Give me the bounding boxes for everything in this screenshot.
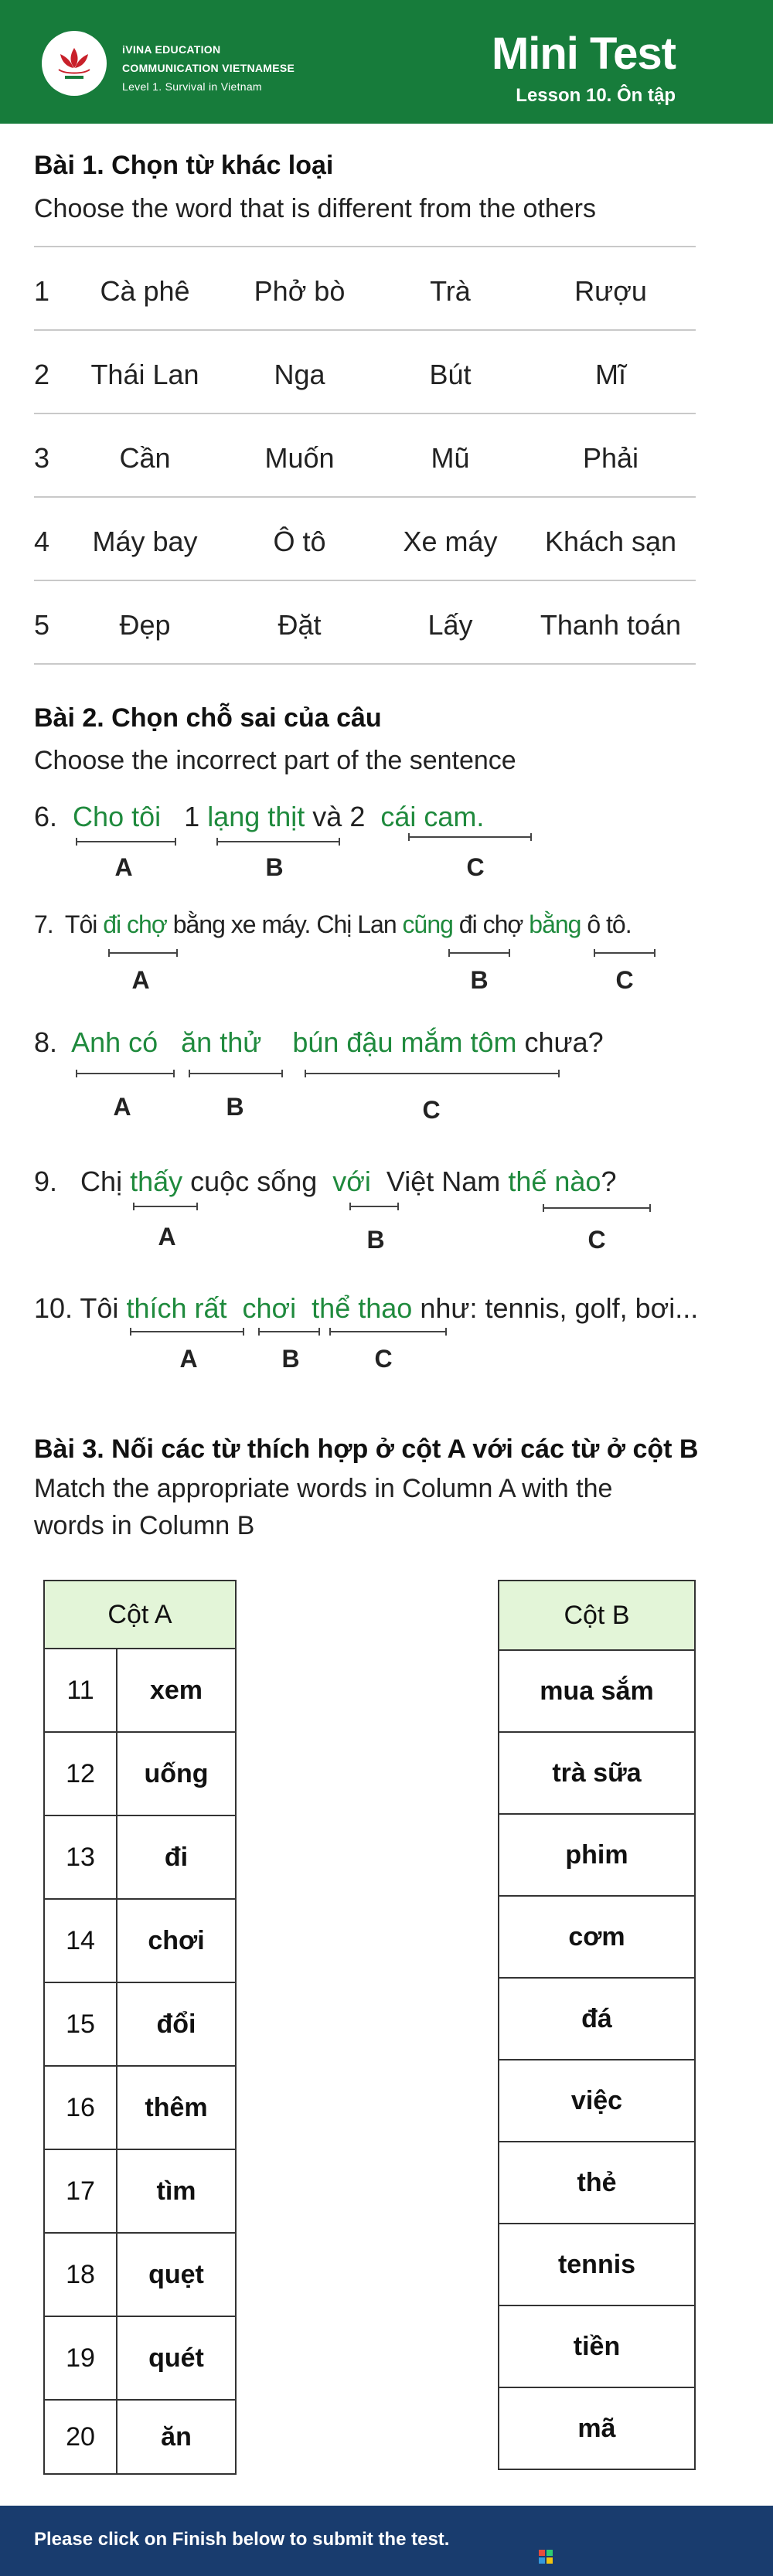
underline [594,952,656,954]
section3-title: Bài 3. Nối các từ thích hợp ở cột A với các từ ở cột B [34,1434,699,1464]
plain-text: đi chợ [458,910,523,938]
part-c[interactable]: thể thao [312,1292,413,1324]
brand-line-2: COMMUNICATION VIETNAMESE [122,62,295,74]
option-word[interactable]: Đẹp [119,609,171,641]
brand-line-1: iVINA EDUCATION [122,43,221,56]
column-b-table [498,1580,696,2470]
underline [76,1073,175,1074]
sentence-9-text [34,1165,616,1198]
letter-a: A [179,1345,198,1373]
item-word[interactable]: quẹt [117,2233,236,2316]
letter-a: A [131,966,150,994]
section2-subtitle: Choose the incorrect part of the sentence [34,746,516,775]
option-word[interactable]: Thanh toán [540,609,682,641]
column-a-row[interactable] [44,1982,236,2066]
underline [448,952,510,954]
part-c[interactable]: cái cam. [380,801,485,832]
letter-a: A [114,853,133,881]
part-c[interactable]: thế nào [508,1165,601,1197]
item-number: 13 [44,1815,117,1899]
part-a[interactable]: thích rất [126,1292,227,1324]
plain-text: Việt Nam [386,1165,501,1197]
underline [108,952,178,954]
option-word[interactable]: Ô tô [273,526,326,557]
option-word[interactable]: Trà [430,275,471,307]
underline [258,1331,320,1332]
part-b[interactable]: cũng [402,910,453,938]
lotus-logo-icon [42,31,107,96]
item-number: 19 [44,2316,117,2400]
part-a[interactable]: thấy [130,1165,183,1197]
letter-c: C [466,853,485,881]
item-word[interactable]: thêm [117,2066,236,2149]
part-a[interactable]: Anh có [71,1026,158,1058]
sentence-8-text [34,1026,604,1059]
row-number: 2 [34,359,50,390]
option-word[interactable]: Bút [429,359,472,390]
underline [76,841,176,842]
lesson-subtitle: Lesson 10. Ôn tập [516,85,676,106]
footer-bar [0,2506,773,2576]
part-b[interactable]: lạng thịt [207,801,305,832]
part-a[interactable]: Cho tôi [73,801,162,832]
letter-a: A [113,1093,131,1121]
column-a-row[interactable] [44,2316,236,2400]
part-b[interactable]: với [332,1165,371,1197]
column-a-row[interactable] [44,2400,236,2474]
divider [34,496,696,498]
letter-c: C [374,1345,393,1373]
option-word[interactable]: Phở bò [254,275,346,307]
plain-text: ô tô. [587,910,632,938]
item-number: 15 [44,1982,117,2066]
plain-text: Tôi [64,910,97,938]
column-b-item[interactable]: việc [499,2060,695,2142]
sentence-10-text [34,1292,698,1325]
divider [34,663,696,665]
option-word[interactable]: Mĩ [595,359,626,390]
item-word[interactable]: đi [117,1815,236,1899]
underline [408,836,532,838]
section1-title: Bài 1. Chọn từ khác loại [34,151,334,180]
plain-text: ? [601,1165,617,1197]
item-word[interactable]: xem [117,1649,236,1732]
underline [130,1331,244,1332]
option-word[interactable]: Muốn [264,442,335,474]
letter-c: C [422,1096,441,1124]
divider [34,246,696,247]
option-word[interactable]: Cà phê [100,275,190,307]
option-word[interactable]: Thái Lan [90,359,199,390]
option-word[interactable]: Phải [582,442,639,474]
column-a-row[interactable] [44,1815,236,1899]
column-a-row[interactable] [44,2233,236,2316]
page-title: Mini Test [491,29,676,79]
letter-c: C [615,966,634,994]
plain-text: chưa? [524,1026,604,1058]
column-b-header: Cột B [499,1581,695,1650]
divider [34,580,696,581]
part-b[interactable]: ăn thử [181,1026,262,1058]
column-b-item[interactable]: đá [499,1978,695,2060]
column-b-item[interactable]: tiền [499,2305,695,2387]
option-word[interactable]: Máy bay [92,526,198,557]
divider [34,413,696,414]
option-word[interactable]: Khách sạn [544,526,677,557]
section3-subtitle-line1: Match the appropriate words in Column A with the [34,1474,613,1503]
plain-text: Tôi [80,1292,119,1324]
plain-text: cuộc sống [190,1165,318,1197]
column-a-table [43,1580,237,2475]
part-c[interactable]: bún đậu mắm tôm [292,1026,517,1058]
item-word[interactable]: tìm [117,2149,236,2233]
letter-b: B [265,853,284,881]
item-number: 16 [44,2066,117,2149]
sentence-number: 7. [34,910,53,938]
section2-title: Bài 2. Chọn chỗ sai của câu [34,703,382,733]
option-word[interactable]: Đặt [278,609,322,641]
column-b-item[interactable]: thẻ [499,2142,695,2224]
item-number: 18 [44,2233,117,2316]
option-word[interactable]: Mũ [431,442,470,474]
plain-text: như: tennis, golf, bơi... [420,1292,699,1324]
section1-subtitle: Choose the word that is different from the others [34,194,596,223]
column-b-item[interactable]: cơm [499,1896,695,1978]
column-a-header: Cột A [44,1581,236,1649]
grid-icon [538,2549,553,2564]
item-number: 17 [44,2149,117,2233]
item-number: 12 [44,1732,117,1815]
sentence-number: 6. [34,801,58,832]
row-number: 4 [34,526,50,557]
part-c[interactable]: bằng [529,910,581,938]
letter-b: B [281,1345,300,1373]
letter-b: B [226,1093,244,1121]
divider [34,329,696,331]
column-a-row[interactable] [44,2066,236,2149]
section3-subtitle-line2: words in Column B [34,1511,255,1540]
sentence-number: 9. [34,1165,58,1197]
column-b-item[interactable]: mua sắm [499,1650,695,1732]
column-b-item[interactable]: tennis [499,2224,695,2305]
underline [305,1073,560,1074]
plain-text: 1 [184,801,200,832]
column-b-item[interactable]: phim [499,1814,695,1896]
part-a[interactable]: đi chợ [103,910,167,938]
column-a-row[interactable] [44,1899,236,1982]
row-number: 5 [34,609,50,641]
plain-text: bằng xe máy. Chị Lan [172,910,397,938]
row-number: 3 [34,442,50,474]
item-number: 20 [44,2400,117,2474]
header-banner [0,0,773,124]
item-word[interactable]: đổi [117,1982,236,2066]
underline [543,1207,651,1209]
letter-c: C [587,1226,606,1254]
underline [133,1206,198,1207]
sentence-7-text [34,910,632,939]
option-word[interactable]: Rượu [574,275,647,307]
brand-line-3: Level 1. Survival in Vietnam [122,80,262,93]
item-word[interactable]: quét [117,2316,236,2400]
underline [349,1206,399,1207]
option-word[interactable]: Xe máy [403,526,498,557]
option-word[interactable]: Nga [274,359,325,390]
underline [329,1331,447,1332]
column-a-row[interactable] [44,2149,236,2233]
row-number: 1 [34,275,50,307]
item-word[interactable]: chơi [117,1899,236,1982]
item-number: 11 [44,1649,117,1732]
underline [216,841,340,842]
item-number: 14 [44,1899,117,1982]
item-word[interactable]: ăn [117,2400,236,2474]
sentence-number: 10. [34,1292,73,1324]
letter-b: B [470,966,489,994]
footer-instruction: Please click on Finish below to submit the test. [34,2529,450,2550]
column-a-row[interactable] [44,1649,236,1732]
letter-a: A [158,1223,176,1251]
sentence-number: 8. [34,1026,58,1058]
item-word[interactable]: uống [117,1732,236,1815]
part-b[interactable]: chơi [242,1292,297,1324]
plain-text: và 2 [312,801,366,832]
brand-text [122,40,295,96]
option-word[interactable]: Cần [119,442,171,474]
option-word[interactable]: Lấy [427,609,473,641]
letter-b: B [366,1226,385,1254]
plain-text: Chị [80,1165,123,1197]
column-b-item[interactable]: mã [499,2387,695,2469]
column-a-row[interactable] [44,1732,236,1815]
sentence-6-text [34,801,484,833]
column-b-item[interactable]: trà sữa [499,1732,695,1814]
underline [189,1073,283,1074]
